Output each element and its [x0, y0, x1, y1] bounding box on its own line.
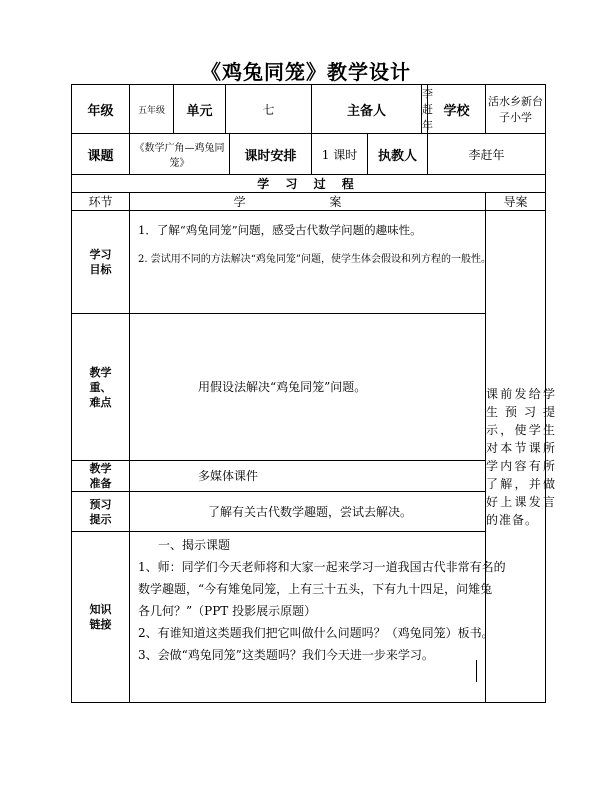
- preparation-label: 教学准备: [72, 461, 130, 492]
- teacher-label: 执教人: [368, 134, 428, 175]
- page-title: 《鸡兔同笼》教学设计: [201, 60, 411, 84]
- preview-label: 预习提示: [72, 492, 130, 532]
- knowledge-line: 1、师：同学们今天老师将和大家一起来学习一道我国古代非常有名的: [138, 560, 506, 574]
- grade-label: 年级: [72, 85, 130, 134]
- knowledge-line: 3、会做“鸡兔同笼”这类题吗？我们今天进一步来学习。: [138, 648, 434, 662]
- preparer-value: 李赶年: [422, 85, 428, 134]
- objectives-cell: [130, 211, 491, 314]
- knowledge-line: 数学趣题，“今有雉兔同笼，上有三十五头，下有九十四足，问雉兔: [138, 582, 493, 596]
- hours-value: 1 课时: [312, 134, 368, 175]
- knowledge-label: 知识链接: [72, 532, 130, 703]
- col-plan: 学 案: [130, 193, 486, 211]
- lesson-plan-table: [71, 84, 557, 703]
- knowledge-line: 各几何？”（PPT 投影展示原题）: [138, 604, 317, 618]
- col-guide: 导案: [486, 193, 546, 211]
- knowledge-line: 2、有谁知道这类题我们把它叫做什么问题吗？（鸡兔同笼）板书。: [138, 626, 494, 640]
- grade-value: 五年级: [130, 85, 174, 134]
- col-stage: 环节: [72, 193, 130, 211]
- teacher-value: 李赶年: [428, 134, 546, 175]
- hours-label: 课时安排: [230, 134, 312, 175]
- knowledge-heading: 一、揭示课题: [158, 538, 231, 552]
- objectives-label: 学习目标: [72, 211, 130, 314]
- objective-item: 1．了解“鸡兔同笼”问题，感受古代数学问题的趣味性。: [138, 223, 422, 237]
- knowledge-cell: [130, 532, 506, 703]
- guide-text: 课前发给学生预习提示，使学生对本节课所学内容有所了解，并做好上课发言的准备。: [486, 386, 557, 527]
- school-value: 活水乡新台子小学: [486, 85, 546, 134]
- key-points-label: 教学重、难点: [72, 314, 130, 461]
- key-points-text: 用假设法解决“鸡兔同笼”问题。: [130, 314, 486, 461]
- unit-value: 七: [226, 85, 312, 134]
- preparation-text: 多媒体课件: [130, 461, 486, 492]
- preview-text: 了解有关古代数学趣题，尝试去解决。: [130, 492, 486, 532]
- process-heading: 学 习 过 程: [72, 175, 546, 193]
- unit-label: 单元: [174, 85, 226, 134]
- school-label: 学校: [428, 85, 486, 134]
- objective-item: 2. 尝试用不同的方法解决“鸡兔同笼”问题，使学生体会假设和列方程的一般性。: [138, 254, 491, 265]
- text-cursor: [476, 660, 477, 682]
- topic-label: 课题: [72, 134, 130, 175]
- guide-cell: [486, 211, 557, 703]
- topic-value: 《数学广角—鸡兔同笼》: [130, 134, 230, 175]
- preparer-label: 主备人: [312, 85, 422, 134]
